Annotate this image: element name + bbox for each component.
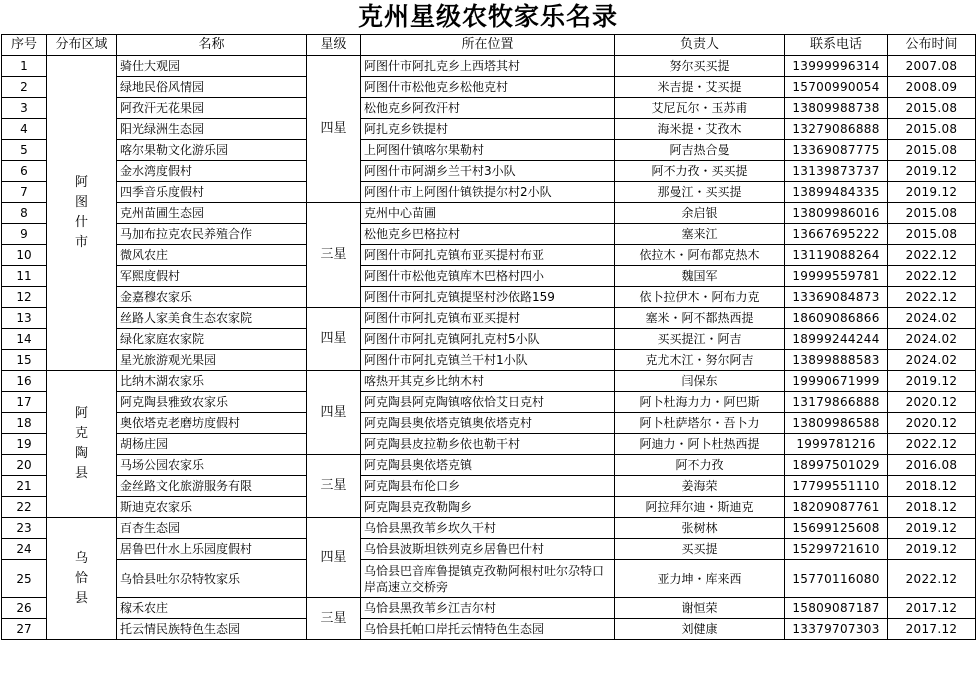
table-row xyxy=(2,161,976,182)
date-cell: 2019.12 xyxy=(888,161,976,182)
date-cell: 2019.12 xyxy=(888,539,976,560)
location-cell: 阿图什市上阿图什镇铁提尔村2小队 xyxy=(361,182,615,203)
date-cell: 2015.08 xyxy=(888,140,976,161)
table-row xyxy=(2,539,976,560)
location-cell: 阿图什市阿扎克镇兰干村1小队 xyxy=(361,350,615,371)
phone-cell: 15700990054 xyxy=(785,77,888,98)
col-header-owner: 负责人 xyxy=(615,35,785,56)
table-row xyxy=(2,266,976,287)
owner-cell: 努尔买买提 xyxy=(615,56,785,77)
owner-cell: 姜海荣 xyxy=(615,476,785,497)
seq-cell: 14 xyxy=(2,329,47,350)
seq-cell: 24 xyxy=(2,539,47,560)
date-cell: 2022.12 xyxy=(888,287,976,308)
date-cell: 2015.08 xyxy=(888,119,976,140)
phone-cell: 13899484335 xyxy=(785,182,888,203)
phone-cell: 13999996314 xyxy=(785,56,888,77)
location-cell: 阿图什市松他克镇库木巴格村四小 xyxy=(361,266,615,287)
owner-cell: 依拉木・阿布都克热木 xyxy=(615,245,785,266)
name-cell: 星光旅游观光果园 xyxy=(117,350,307,371)
owner-cell: 那曼江・买买提 xyxy=(615,182,785,203)
page-title: 克州星级农牧家乐名录 xyxy=(357,2,618,31)
phone-cell: 13899888583 xyxy=(785,350,888,371)
col-header-phone: 联系电话 xyxy=(785,35,888,56)
location-cell: 松他克乡巴格拉村 xyxy=(361,224,615,245)
phone-cell: 13119088264 xyxy=(785,245,888,266)
name-cell: 马场公园农家乐 xyxy=(117,455,307,476)
name-cell: 绿地民俗风情园 xyxy=(117,77,307,98)
seq-cell: 19 xyxy=(2,434,47,455)
owner-cell: 艾尼瓦尔・玉苏甫 xyxy=(615,98,785,119)
district-cell-atushi: 阿图什市 xyxy=(47,56,117,371)
location-cell: 阿图什市阿湖乡兰干村3小队 xyxy=(361,161,615,182)
table-row xyxy=(2,140,976,161)
phone-cell: 15809087187 xyxy=(785,598,888,619)
table-row xyxy=(2,77,976,98)
name-cell: 托云情民族特色生态园 xyxy=(117,619,307,640)
owner-cell: 阿不力孜 xyxy=(615,455,785,476)
location-cell: 阿克陶县阿克陶镇喀依恰艾日克村 xyxy=(361,392,615,413)
date-cell: 2016.08 xyxy=(888,455,976,476)
table-row xyxy=(2,182,976,203)
name-cell: 金丝路文化旅游服务有限 xyxy=(117,476,307,497)
phone-cell: 13809986016 xyxy=(785,203,888,224)
date-cell: 2022.12 xyxy=(888,560,976,598)
location-cell: 阿克陶县奥依塔克镇 xyxy=(361,455,615,476)
phone-cell: 13279086888 xyxy=(785,119,888,140)
table-row xyxy=(2,287,976,308)
owner-cell: 塞米・阿不都热西提 xyxy=(615,308,785,329)
name-cell: 阳光绿洲生态园 xyxy=(117,119,307,140)
owner-cell: 克尤木江・努尔阿吉 xyxy=(615,350,785,371)
phone-cell: 17799551110 xyxy=(785,476,888,497)
phone-cell: 13139873737 xyxy=(785,161,888,182)
owner-cell: 阿卜杜海力力・阿巴斯 xyxy=(615,392,785,413)
name-cell: 军熙度假村 xyxy=(117,266,307,287)
col-header-date: 公布时间 xyxy=(888,35,976,56)
seq-cell: 6 xyxy=(2,161,47,182)
seq-cell: 9 xyxy=(2,224,47,245)
star-cell: 四星 xyxy=(307,371,361,455)
location-cell: 乌恰县黑孜苇乡江吉尔村 xyxy=(361,598,615,619)
location-cell: 阿图什市阿扎克乡上西塔其村 xyxy=(361,56,615,77)
location-cell: 阿克陶县皮拉勒乡依也勒干村 xyxy=(361,434,615,455)
name-cell: 比纳木湖农家乐 xyxy=(117,371,307,392)
date-cell: 2015.08 xyxy=(888,98,976,119)
seq-cell: 5 xyxy=(2,140,47,161)
name-cell: 奥依塔克老磨坊度假村 xyxy=(117,413,307,434)
date-cell: 2024.02 xyxy=(888,350,976,371)
owner-cell: 阿吉热合曼 xyxy=(615,140,785,161)
seq-cell: 3 xyxy=(2,98,47,119)
directory-table xyxy=(1,34,976,640)
date-cell: 2017.12 xyxy=(888,598,976,619)
date-cell: 2015.08 xyxy=(888,224,976,245)
date-cell: 2024.02 xyxy=(888,308,976,329)
star-cell: 四星 xyxy=(307,518,361,598)
owner-cell: 阿迪力・阿卜杜热西提 xyxy=(615,434,785,455)
name-cell: 胡杨庄园 xyxy=(117,434,307,455)
table-row xyxy=(2,518,976,539)
seq-cell: 21 xyxy=(2,476,47,497)
name-cell: 居鲁巴什水上乐园度假村 xyxy=(117,539,307,560)
seq-cell: 17 xyxy=(2,392,47,413)
location-cell: 乌恰县托帕口岸托云情特色生态园 xyxy=(361,619,615,640)
star-cell: 四星 xyxy=(307,308,361,371)
phone-cell: 13809986588 xyxy=(785,413,888,434)
table-row xyxy=(2,455,976,476)
date-cell: 2018.12 xyxy=(888,476,976,497)
name-cell: 阿克陶县雅致农家乐 xyxy=(117,392,307,413)
header-row xyxy=(2,35,976,56)
phone-cell: 19990671999 xyxy=(785,371,888,392)
seq-cell: 8 xyxy=(2,203,47,224)
location-cell: 乌恰县波斯坦铁列克乡居鲁巴什村 xyxy=(361,539,615,560)
seq-cell: 22 xyxy=(2,497,47,518)
owner-cell: 闫保东 xyxy=(615,371,785,392)
seq-cell: 15 xyxy=(2,350,47,371)
seq-cell: 11 xyxy=(2,266,47,287)
location-cell: 松他克乡阿孜汗村 xyxy=(361,98,615,119)
name-cell: 喀尔果勒文化游乐园 xyxy=(117,140,307,161)
phone-cell: 13809988738 xyxy=(785,98,888,119)
table-row xyxy=(2,434,976,455)
name-cell: 斯迪克农家乐 xyxy=(117,497,307,518)
phone-cell: 18999244244 xyxy=(785,329,888,350)
date-cell: 2007.08 xyxy=(888,56,976,77)
owner-cell: 张树林 xyxy=(615,518,785,539)
table-row xyxy=(2,497,976,518)
owner-cell: 谢恒荣 xyxy=(615,598,785,619)
location-cell: 克州中心苗圃 xyxy=(361,203,615,224)
owner-cell: 海米提・艾孜木 xyxy=(615,119,785,140)
phone-cell: 15770116080 xyxy=(785,560,888,598)
name-cell: 马加布拉克农民养殖合作 xyxy=(117,224,307,245)
table-row xyxy=(2,392,976,413)
owner-cell: 买买提 xyxy=(615,539,785,560)
name-cell: 阿孜汗无花果园 xyxy=(117,98,307,119)
seq-cell: 1 xyxy=(2,56,47,77)
star-cell: 三星 xyxy=(307,203,361,308)
table-row xyxy=(2,560,976,598)
table-row xyxy=(2,245,976,266)
district-cell-aketao: 阿克陶县 xyxy=(47,371,117,518)
date-cell: 2019.12 xyxy=(888,182,976,203)
owner-cell: 亚力坤・库来西 xyxy=(615,560,785,598)
location-cell: 阿图什市阿扎克镇阿扎克村5小队 xyxy=(361,329,615,350)
date-cell: 2015.08 xyxy=(888,203,976,224)
seq-cell: 4 xyxy=(2,119,47,140)
seq-cell: 2 xyxy=(2,77,47,98)
name-cell: 骑仕大观园 xyxy=(117,56,307,77)
phone-cell: 18997501029 xyxy=(785,455,888,476)
name-cell: 四季音乐度假村 xyxy=(117,182,307,203)
seq-cell: 20 xyxy=(2,455,47,476)
phone-cell: 18209087761 xyxy=(785,497,888,518)
seq-cell: 13 xyxy=(2,308,47,329)
location-cell: 阿图什市阿扎克镇提坚村沙依路159 xyxy=(361,287,615,308)
phone-cell: 15299721610 xyxy=(785,539,888,560)
phone-cell: 13369084873 xyxy=(785,287,888,308)
name-cell: 乌恰县吐尔尕特牧家乐 xyxy=(117,560,307,598)
phone-cell: 13667695222 xyxy=(785,224,888,245)
phone-cell: 15699125608 xyxy=(785,518,888,539)
table-row xyxy=(2,119,976,140)
owner-cell: 魏国军 xyxy=(615,266,785,287)
phone-cell: 1999781216 xyxy=(785,434,888,455)
owner-cell: 刘健康 xyxy=(615,619,785,640)
name-cell: 稼禾农庄 xyxy=(117,598,307,619)
table-row xyxy=(2,203,976,224)
seq-cell: 12 xyxy=(2,287,47,308)
phone-cell: 18609086866 xyxy=(785,308,888,329)
date-cell: 2020.12 xyxy=(888,413,976,434)
date-cell: 2019.12 xyxy=(888,518,976,539)
seq-cell: 26 xyxy=(2,598,47,619)
col-header-seq: 序号 xyxy=(2,35,47,56)
table-row xyxy=(2,224,976,245)
date-cell: 2024.02 xyxy=(888,329,976,350)
name-cell: 金嘉穆农家乐 xyxy=(117,287,307,308)
location-cell: 阿克陶县奥依塔克镇奥依塔克村 xyxy=(361,413,615,434)
table-row xyxy=(2,371,976,392)
table-row xyxy=(2,56,976,77)
date-cell: 2022.12 xyxy=(888,266,976,287)
table-row xyxy=(2,476,976,497)
phone-cell: 13369087775 xyxy=(785,140,888,161)
location-cell: 阿克陶县克孜勒陶乡 xyxy=(361,497,615,518)
table-row xyxy=(2,413,976,434)
seq-cell: 16 xyxy=(2,371,47,392)
col-header-name: 名称 xyxy=(117,35,307,56)
seq-cell: 25 xyxy=(2,560,47,598)
name-cell: 百杏生态园 xyxy=(117,518,307,539)
owner-cell: 余启银 xyxy=(615,203,785,224)
location-cell: 乌恰县黑孜苇乡坎久干村 xyxy=(361,518,615,539)
date-cell: 2019.12 xyxy=(888,371,976,392)
star-cell: 三星 xyxy=(307,455,361,518)
col-header-district: 分布区域 xyxy=(47,35,117,56)
date-cell: 2020.12 xyxy=(888,392,976,413)
phone-cell: 19999559781 xyxy=(785,266,888,287)
col-header-location: 所在位置 xyxy=(361,35,615,56)
location-cell: 阿图什市松他克乡松他克村 xyxy=(361,77,615,98)
location-cell: 阿克陶县布伦口乡 xyxy=(361,476,615,497)
col-header-star: 星级 xyxy=(307,35,361,56)
location-cell: 阿图什市阿扎克镇布亚买提村布亚 xyxy=(361,245,615,266)
date-cell: 2022.12 xyxy=(888,245,976,266)
table-row xyxy=(2,308,976,329)
district-cell-wuqia: 乌恰县 xyxy=(47,518,117,640)
location-cell: 上阿图什镇喀尔果勒村 xyxy=(361,140,615,161)
date-cell: 2018.12 xyxy=(888,497,976,518)
location-cell: 阿图什市阿扎克镇布亚买提村 xyxy=(361,308,615,329)
owner-cell: 阿拉拜尔迪・斯迪克 xyxy=(615,497,785,518)
owner-cell: 米吉提・艾买提 xyxy=(615,77,785,98)
owner-cell: 阿不力孜・买买提 xyxy=(615,161,785,182)
location-cell: 喀热开其克乡比纳木村 xyxy=(361,371,615,392)
seq-cell: 7 xyxy=(2,182,47,203)
location-cell: 乌恰县巴音库鲁提镇克孜勒阿根村吐尔尕特口岸高速立交桥旁 xyxy=(361,560,615,598)
date-cell: 2022.12 xyxy=(888,434,976,455)
name-cell: 丝路人家美食生态农家院 xyxy=(117,308,307,329)
table-row xyxy=(2,619,976,640)
name-cell: 绿化家庭农家院 xyxy=(117,329,307,350)
seq-cell: 27 xyxy=(2,619,47,640)
star-cell: 三星 xyxy=(307,598,361,640)
seq-cell: 10 xyxy=(2,245,47,266)
date-cell: 2008.09 xyxy=(888,77,976,98)
phone-cell: 13179866888 xyxy=(785,392,888,413)
phone-cell: 13379707303 xyxy=(785,619,888,640)
name-cell: 金水湾度假村 xyxy=(117,161,307,182)
owner-cell: 依卜拉伊木・阿布力克 xyxy=(615,287,785,308)
owner-cell: 买买提江・阿吉 xyxy=(615,329,785,350)
name-cell: 微风农庄 xyxy=(117,245,307,266)
name-cell: 克州苗圃生态园 xyxy=(117,203,307,224)
seq-cell: 18 xyxy=(2,413,47,434)
owner-cell: 阿卜杜萨塔尔・吾卜力 xyxy=(615,413,785,434)
table-row xyxy=(2,98,976,119)
table-row xyxy=(2,350,976,371)
star-cell: 四星 xyxy=(307,56,361,203)
table-row xyxy=(2,329,976,350)
location-cell: 阿扎克乡铁提村 xyxy=(361,119,615,140)
seq-cell: 23 xyxy=(2,518,47,539)
date-cell: 2017.12 xyxy=(888,619,976,640)
owner-cell: 塞来江 xyxy=(615,224,785,245)
table-row xyxy=(2,598,976,619)
